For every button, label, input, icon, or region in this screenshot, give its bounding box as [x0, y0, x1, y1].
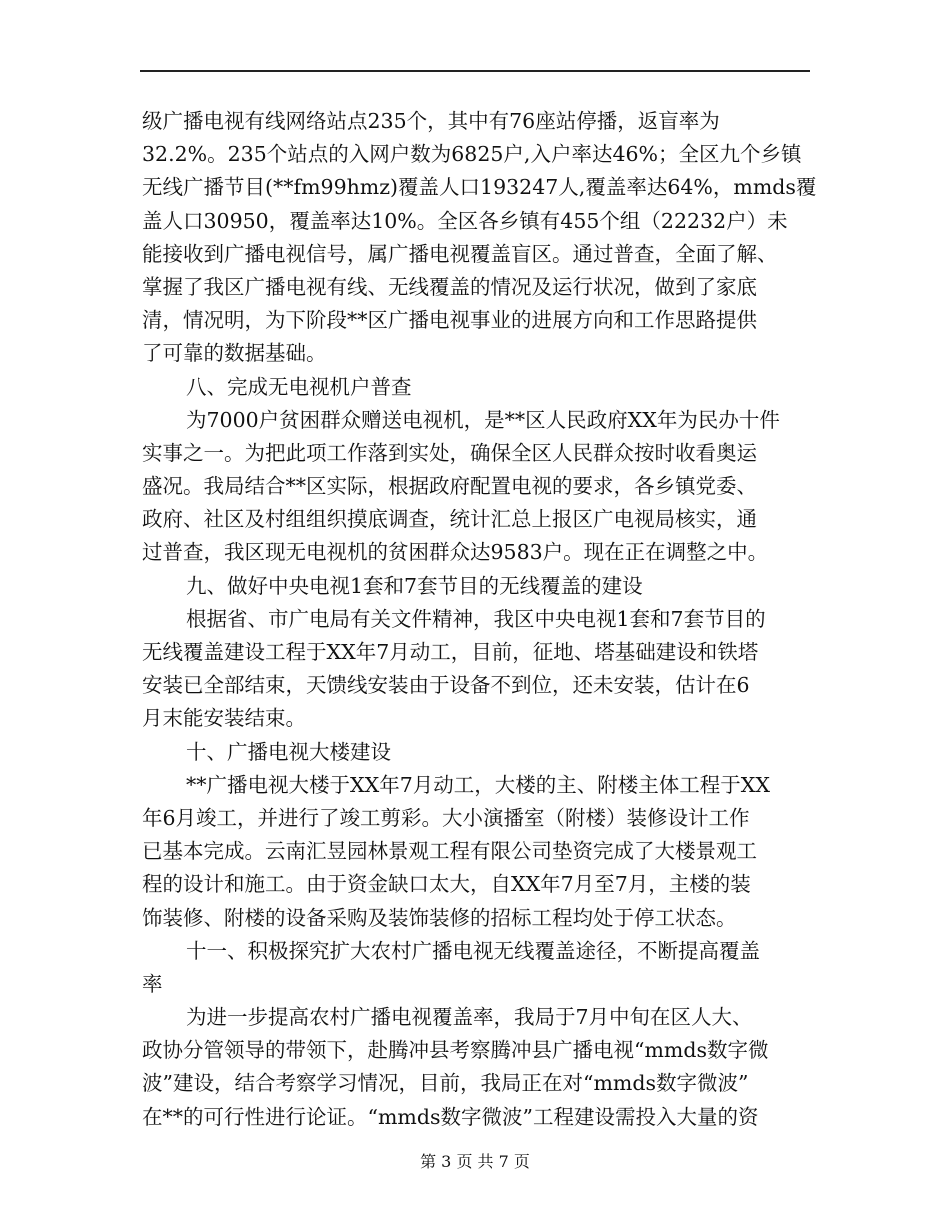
text-line: 清，情况明，为下阶段**区广播电视事业的进展方向和工作思路提供 [142, 308, 757, 333]
text-line: 程的设计和施工。由于资金缺口太大，自XX年7月至7月，主楼的装 [142, 872, 751, 897]
text-line: 级广播电视有线网络站点235个，其中有76座站停播，返盲率为 [142, 109, 720, 133]
section-heading: 十一、积极探究扩大农村广播电视无线覆盖途径，不断提高覆盖 [186, 938, 760, 963]
text-line: 在**的可行性进行论证。“mmds数字微波”工程建设需投入大量的资 [142, 1104, 759, 1129]
text-line: 能接收到广播电视信号，属广播电视覆盖盲区。通过普查，全面了解、 [142, 241, 778, 266]
text-line: 政协分管领导的带领下，赴腾冲县考察腾冲县广播电视“mmds数字微 [142, 1038, 769, 1063]
text-line: 了可靠的数据基础。 [142, 341, 327, 366]
section-heading: 九、做好中央电视1套和7套节目的无线覆盖的建设 [186, 573, 643, 598]
text-line: 无线广播节目(**fm99hmz)覆盖人口193247人,覆盖率达64%，mmds覆 [142, 175, 817, 200]
text-line: 32.2%。235个站点的入网户数为6825户,入户率达46%；全区九个乡镇 [142, 142, 802, 167]
text-line: 月末能安装结束。 [142, 706, 306, 731]
text-line: **广播电视大楼于XX年7月动工，大楼的主、附楼主体工程于XX [186, 772, 770, 797]
text-line: 已基本完成。云南汇昱园林景观工程有限公司垫资完成了大楼景观工 [142, 839, 757, 864]
text-line: 为进一步提高农村广播电视覆盖率，我局于7月中旬在区人大、 [186, 1005, 753, 1030]
section-heading: 十、广播电视大楼建设 [186, 739, 391, 764]
text-line: 为7000户贫困群众赠送电视机，是**区人民政府XX年为民办十件 [186, 407, 780, 432]
document-body [142, 105, 817, 1134]
text-line: 掌握了我区广播电视有线、无线覆盖的情况及运行状况，做到了家底 [142, 274, 757, 299]
text-line: 无线覆盖建设工程于XX年7月动工，目前，征地、塔基础建设和铁塔 [142, 640, 759, 664]
text-line: 盖人口30950，覆盖率达10%。全区各乡镇有455个组（22232户）未 [142, 208, 788, 233]
text-line: 饰装修、附楼的设备采购及装饰装修的招标工程均处于停工状态。 [142, 905, 737, 930]
text-line: 过普查，我区现无电视机的贫困群众达9583户。现在正在调整之中。 [142, 540, 769, 565]
page-number: 第 3 页 共 7 页 [420, 1152, 530, 1171]
text-line: 波”建设，结合考察学习情况，目前，我局正在对“mmds数字微波” [142, 1071, 749, 1096]
text-line: 根据省、市广电局有关文件精神，我区中央电视1套和7套节目的 [186, 606, 766, 631]
text-line: 安装已全部结束，天馈线安装由于设备不到位，还未安装，估计在6 [142, 673, 750, 698]
text-line: 政府、社区及村组组织摸底调查，统计汇总上报区广电视局核实，通 [142, 507, 757, 532]
text-line: 盛况。我局结合**区实际，根据政府配置电视的要求，各乡镇党委、 [142, 474, 757, 499]
header-rule [140, 70, 810, 72]
text-line: 年6月竣工，并进行了竣工剪彩。大小演播室（附楼）装修设计工作 [142, 805, 750, 830]
section-heading-continuation: 率 [142, 971, 163, 996]
text-line: 实事之一。为把此项工作落到实处，确保全区人民群众按时收看奥运 [142, 440, 757, 465]
section-heading: 八、完成无电视机户普查 [186, 374, 412, 399]
